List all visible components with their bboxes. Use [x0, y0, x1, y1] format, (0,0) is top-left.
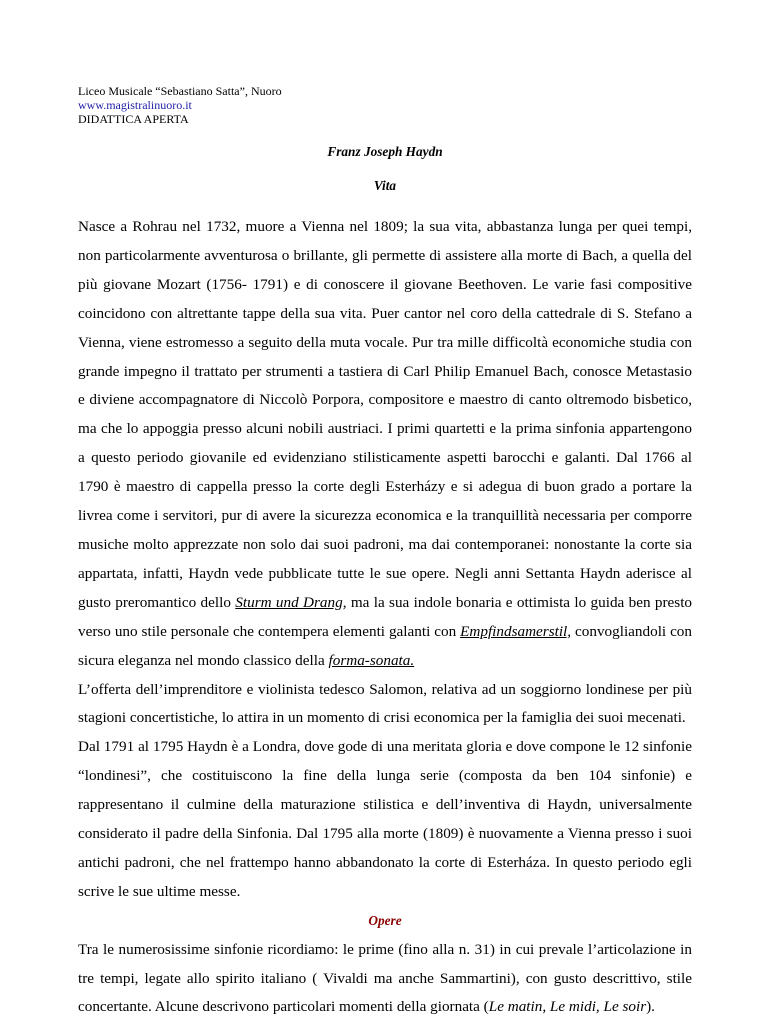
vita-paragraph-2: L’offerta dell’imprenditore e violinista tedesco Salomon, relativa ad un soggiorno londinese per più stagioni concertistiche, lo attira in un momento di crisi economica per la famiglia dei suoi mecenati.	[78, 680, 692, 727]
forma-sonata: forma-sonata.	[328, 651, 415, 669]
opere-paragraph-1	[78, 936, 692, 1022]
vita-paragraph-1	[78, 213, 692, 676]
document-page	[78, 84, 692, 1022]
section-title-vita: Vita	[373, 178, 397, 193]
vita-text-1c: convogliandoli con sicura eleganza nel mondo classico della	[78, 622, 692, 669]
document-title: Franz Joseph Haydn	[327, 144, 443, 159]
vita-text-1b: ma la sua indole bonaria e ottimista lo guida ben presto verso uno stile personale che contempera elementi galanti con	[78, 593, 693, 640]
sturm-und-drang: Sturm und Drang,	[235, 593, 347, 611]
empfindsamerstil: Empfindsamerstil,	[460, 622, 572, 640]
symphony-titles: Le matin, Le midi, Le soir	[488, 998, 647, 1016]
document-header	[78, 84, 692, 126]
vita-paragraph-3: Dal 1791 al 1795 Haydn è a Londra, dove gode di una meritata gloria e dove compone le 12 sinfonie “londinesi”, che costituiscono la fine della lunga serie (composta da ben 104 sinfonie) e rappresentano il culmine della maturazione stilistica e dell’inventiva di Haydn, universalmente considerato il padre della Sinfonia. Dal 1795 alla morte (1809) è nuovamente a Vienna presso i suoi antichi padroni, che nel frattempo hanno abbandonato la corte di Esterháza. In questo periodo egli scrive le sue ultime messe.	[78, 738, 692, 900]
opere-text-1a: Tra le numerosissime sinfonie ricordiamo: le prime (fino alla n. 31) in cui prevale l’articolazione in tre tempi, legate allo spirito italiano ( Vivaldi ma anche Sammartini), con gusto descrittivo, stile concertante. Alcune descrivono particolari momenti della giornata (	[78, 940, 692, 1016]
vita-text-1a: Nasce a Rohrau nel 1732, muore a Vienna nel 1809; la sua vita, abbastanza lunga per quei tempi, non particolarmente avventurosa o brillante, gli permette di assistere alla morte di Bach, a quella del più giovane Mozart (1756- 1791) e di conoscere il giovane Beethoven. Le varie fasi compositive coincidono con altrettante tappe della sua vita. Puer cantor nel coro della cattedrale di S. Stefano a Vienna, viene estromesso a seguito della muta vocale. Pur tra mille difficoltà economiche studia con grande impegno il trattato per strumenti a tastiera di Carl Philip Emanuel Bach, conosce Metastasio e diviene accompagnatore di Niccolò Porpora, compositore e maestro di canto oltremodo bisbetico, ma che lo appoggia presso alcuni nobili austriaci. I primi quartetti e la prima sinfonia appartengono a questo periodo giovanile ed evidenziano stilisticamente aspetti barocchi e galanti. Dal 1766 al 1790 è maestro di cappella presso la corte degli Esterházy e si adegua di buon grado a portare la livrea come i servitori, pur di avere la sicurezza economica e la tranquillità necessaria per comporre musiche molto apprezzate non solo dai suoi padroni, ma dai contemporanei: nonostante la corte sia appartata, infatti, Haydn vede pubblicate tutte le sue opere. Negli anni Settanta Haydn aderisce al gusto preromantico dello	[78, 218, 692, 611]
school-name: Liceo Musicale “Sebastiano Satta”, Nuoro	[78, 84, 282, 98]
body-text	[78, 213, 692, 1022]
website-link[interactable]: www.magistralinuoro.it	[78, 98, 192, 112]
header-label: DIDATTICA APERTA	[78, 112, 189, 126]
opere-text-1b: ).	[646, 998, 655, 1016]
section-title-opere: Opere	[368, 912, 402, 928]
